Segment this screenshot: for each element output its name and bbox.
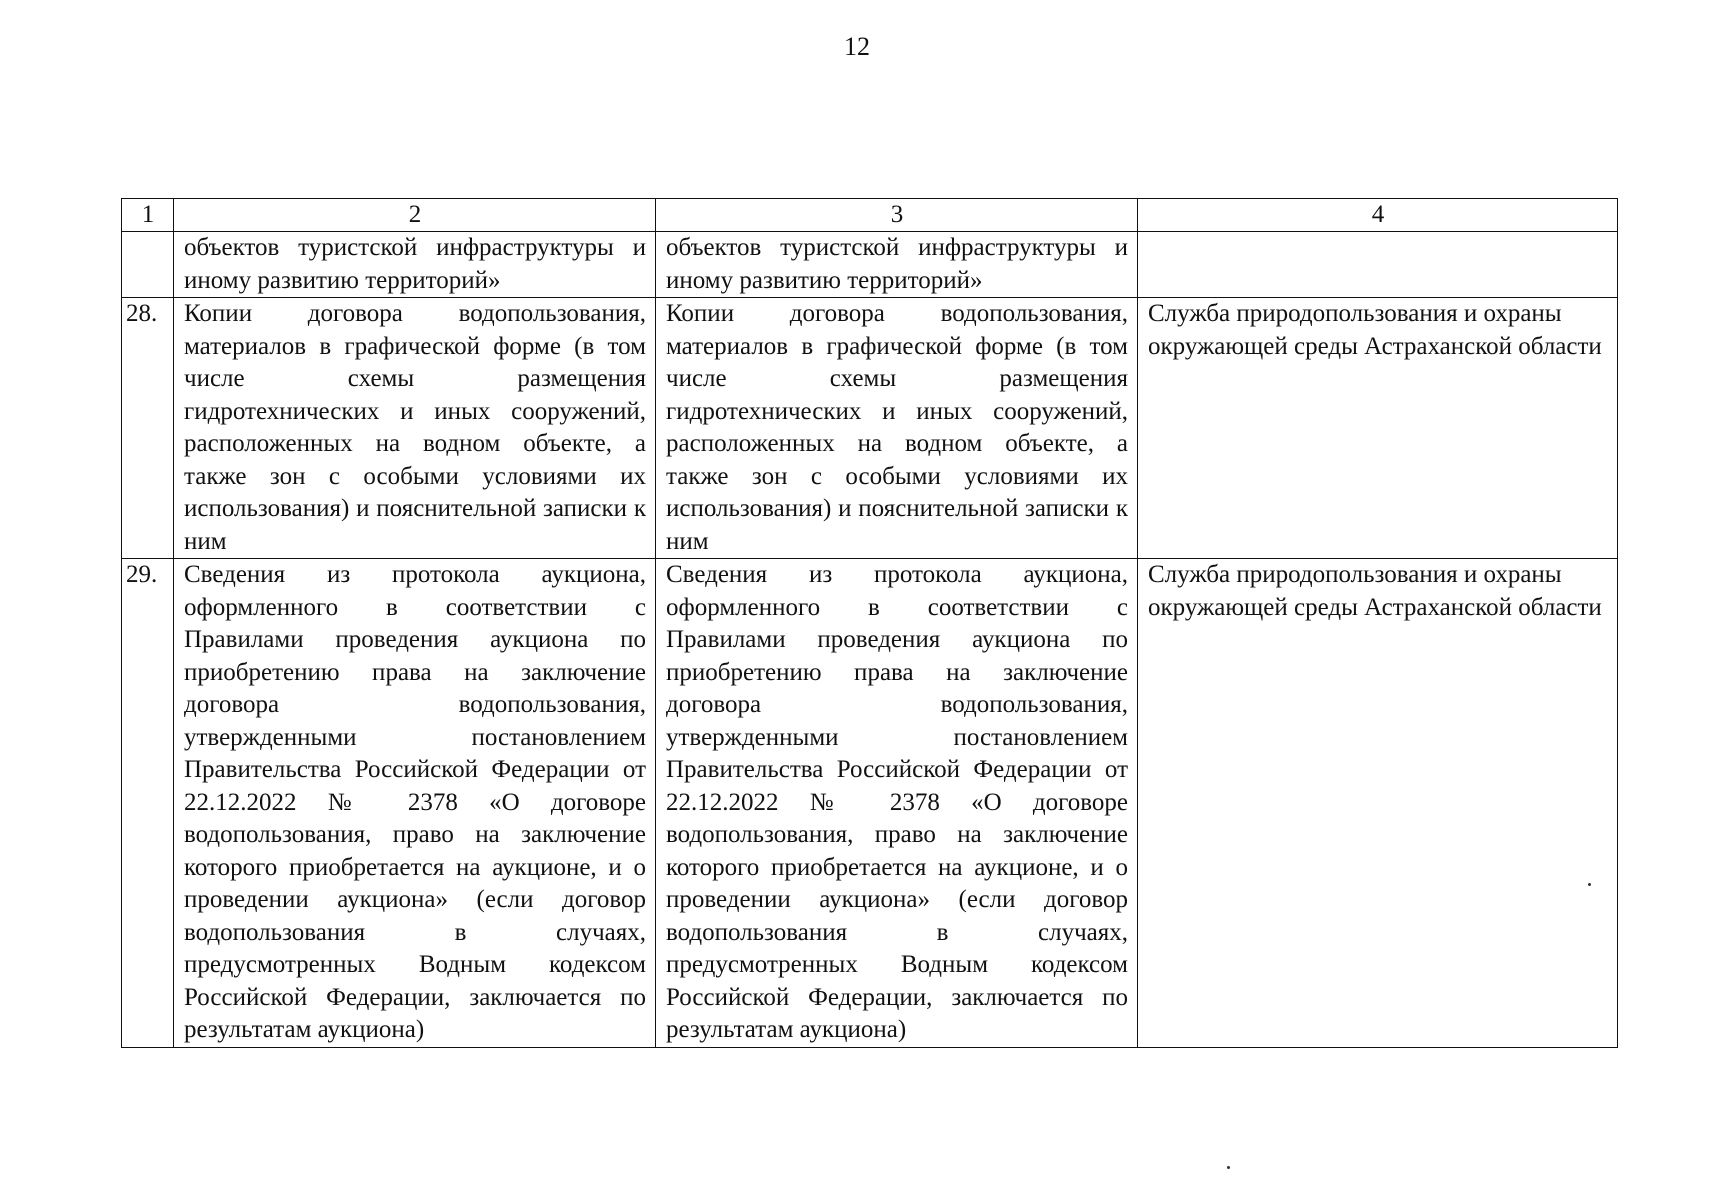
row-cell-document-name-alt: Копии договора водопользования, материалов в графической форме (в том числе схемы размещения гидротехнических и иных сооружений, расположенных на водном объекте, а также зон с особыми условиями их использования) и пояснительной записки к ним (656, 298, 1138, 559)
row-number (122, 232, 174, 298)
row-cell-document-name: объектов туристской инфраструктуры и иному развитию территорий» (174, 232, 656, 298)
table-row (122, 559, 1618, 1048)
column-number-4: 4 (1138, 199, 1618, 232)
row-cell-document-name-alt: Сведения из протокола аукциона, оформленного в соответствии с Правилами проведения аукциона по приобретению права на заключение договора водопользования, утвержденными постановлением Правительства Российской Федерации от 22.12.2022 № 2378 «О договоре водопользования, право на заключение которого приобретается на аукционе, и о проведении аукциона» (если договор водопользования в случаях, предусмотренных Водным кодексом Российской Федерации, заключается по результатам аукциона) (656, 559, 1138, 1048)
row-cell-document-name: Сведения из протокола аукциона, оформленного в соответствии с Правилами проведения аукциона по приобретению права на заключение договора водопользования, утвержденными постановлением Правительства Российской Федерации от 22.12.2022 № 2378 «О договоре водопользования, право на заключение которого приобретается на аукционе, и о проведении аукциона» (если договор водопользования в случаях, предусмотренных Водным кодексом Российской Федерации, заключается по результатам аукциона) (174, 559, 656, 1048)
row-cell-document-name: Копии договора водопользования, материалов в графической форме (в том числе схемы размещения гидротехнических и иных сооружений, расположенных на водном объекте, а также зон с особыми условиями их использования) и пояснительной записки к ним (174, 298, 656, 559)
column-number-1: 1 (122, 199, 174, 232)
row-cell-provider: Служба природопользования и охраны окружающей среды Астраханской области (1138, 298, 1618, 559)
row-number: 28. (122, 298, 174, 559)
scan-speck (1227, 1166, 1230, 1169)
scan-speck (1588, 883, 1591, 886)
row-cell-provider: Служба природопользования и охраны окружающей среды Астраханской области (1138, 559, 1618, 1048)
column-number-2: 2 (174, 199, 656, 232)
row-cell-provider (1138, 232, 1618, 298)
table-row (122, 232, 1618, 298)
document-table (121, 198, 1618, 1048)
table-header-row (122, 199, 1618, 232)
table-row (122, 298, 1618, 559)
column-number-3: 3 (656, 199, 1138, 232)
row-number: 29. (122, 559, 174, 1048)
page-number: 12 (844, 32, 870, 61)
row-cell-document-name-alt: объектов туристской инфраструктуры и иному развитию территорий» (656, 232, 1138, 298)
